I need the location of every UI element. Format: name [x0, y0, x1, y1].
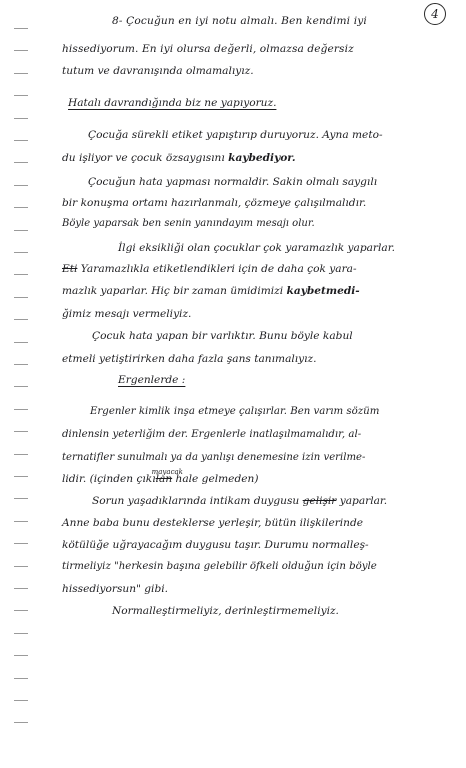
corrected-word: kaybetmedi-: [286, 285, 360, 297]
margin-tick: [14, 722, 28, 723]
inserted-word: mayacak: [151, 468, 183, 476]
text-line: tirmeliyiz "herkesin başına gelebilir öfkeli olduğun için böyle: [62, 561, 377, 572]
margin-tick: [14, 50, 28, 51]
margin-tick: [14, 655, 28, 656]
margin-tick: [14, 185, 28, 186]
margin-tick: [14, 454, 28, 455]
margin-tick: [14, 364, 28, 365]
margin-tick: [14, 566, 28, 567]
text-line: Böyle yaparsak ben senin yanındayım mesajı olur.: [62, 218, 315, 229]
margin-tick: [14, 297, 28, 298]
margin-tick: [14, 230, 28, 231]
text-line: ternatifler sunulmalı ya da yanlışı denemesine izin verilme-: [62, 452, 366, 463]
struck-word: gelişir: [302, 495, 337, 507]
text-line: İlgi eksikliği olan çocuklar çok yaramazlık yaparlar.: [118, 242, 395, 254]
margin-tick: [14, 28, 28, 29]
text-segment: hale gelmeden): [172, 473, 259, 485]
margin-tick: [14, 252, 28, 253]
margin-tick: [14, 386, 28, 387]
margin-tick: [14, 543, 28, 544]
text-segment: Yaramazlıkla etiketlendikleri için de daha çok yara-: [80, 263, 357, 275]
margin-tick: [14, 678, 28, 679]
text-line: Çocuk hata yapan bir varlıktır. Bunu böyle kabul: [92, 330, 353, 342]
margin-tick: [14, 118, 28, 119]
margin-tick: [14, 431, 28, 432]
text-line: etmeli yetiştirirken daha fazla şans tanımalıyız.: [62, 353, 317, 365]
margin-tick: [14, 498, 28, 499]
margin-tick: [14, 633, 28, 634]
margin-tick: [14, 342, 28, 343]
corrected-word: kaybediyor.: [228, 152, 296, 164]
margin-tick: [14, 162, 28, 163]
margin-line-marks: [14, 0, 34, 768]
margin-tick: [14, 476, 28, 477]
text-line: [62, 262, 357, 276]
text-line: [92, 494, 387, 508]
text-line: bir konuşma ortamı hazırlanmalı, çözmeye çalışılmalıdır.: [62, 197, 367, 209]
margin-tick: [14, 274, 28, 275]
margin-tick: [14, 521, 28, 522]
section-heading: Ergenlerde :: [118, 374, 186, 386]
text-line: [62, 151, 296, 165]
text-line: Çocuğa sürekli etiket yapıştırıp duruyoruz. Ayna meto-: [88, 129, 383, 141]
struck-word: Eti: [62, 263, 78, 275]
text-segment: yaparlar.: [339, 495, 388, 507]
text-line: Anne baba bunu desteklerse yerleşir, bütün ilişkilerinde: [62, 517, 364, 529]
text-segment: Sorun yaşadıklarında intikam duygusu: [92, 495, 300, 507]
text-line: ğimiz mesajı vermeliyiz.: [62, 308, 192, 320]
margin-tick: [14, 409, 28, 410]
text-line: dinlensin yeterliğim der. Ergenlerle inatlaşılmamalıdır, al-: [62, 429, 362, 440]
margin-tick: [14, 73, 28, 74]
text-line: Ergenler kimlik inşa etmeye çalışırlar. Ben varım sözüm: [90, 406, 380, 417]
text-line: hissediyorsun" gibi.: [62, 583, 168, 595]
text-line: tutum ve davranışında olmamalıyız.: [62, 65, 254, 77]
text-line: kötülüğe uğrayacağım duygusu taşır. Durumu normalleş-: [62, 539, 369, 551]
text-segment: mazlık yaparlar. Hiç bir zaman ümidimizi: [62, 285, 284, 297]
margin-tick: [14, 95, 28, 96]
text-line: Normalleştirmeliyiz, derinleştirmemeliyiz.: [112, 605, 339, 617]
text-segment: lidir. (içinden çıkı: [62, 473, 156, 485]
margin-tick: [14, 700, 28, 701]
text-line: hissediyorum. En iyi olursa değerli, olmazsa değersiz: [62, 43, 354, 55]
text-line: [62, 468, 259, 486]
section-heading: Hatalı davrandığında biz ne yapıyoruz.: [68, 97, 277, 109]
text-line: [62, 284, 360, 298]
page-number: 4: [424, 3, 446, 25]
text-line: 8- Çocuğun en iyi notu almalı. Ben kendimi iyi: [112, 15, 367, 27]
text-segment: du işliyor ve çocuk özsaygısını: [62, 152, 225, 164]
margin-tick: [14, 610, 28, 611]
text-line: Çocuğun hata yapması normaldir. Sakin olmalı saygılı: [88, 176, 378, 188]
margin-tick: [14, 588, 28, 589]
margin-tick: [14, 207, 28, 208]
margin-tick: [14, 140, 28, 141]
struck-word: lan: [155, 473, 173, 485]
margin-tick: [14, 319, 28, 320]
